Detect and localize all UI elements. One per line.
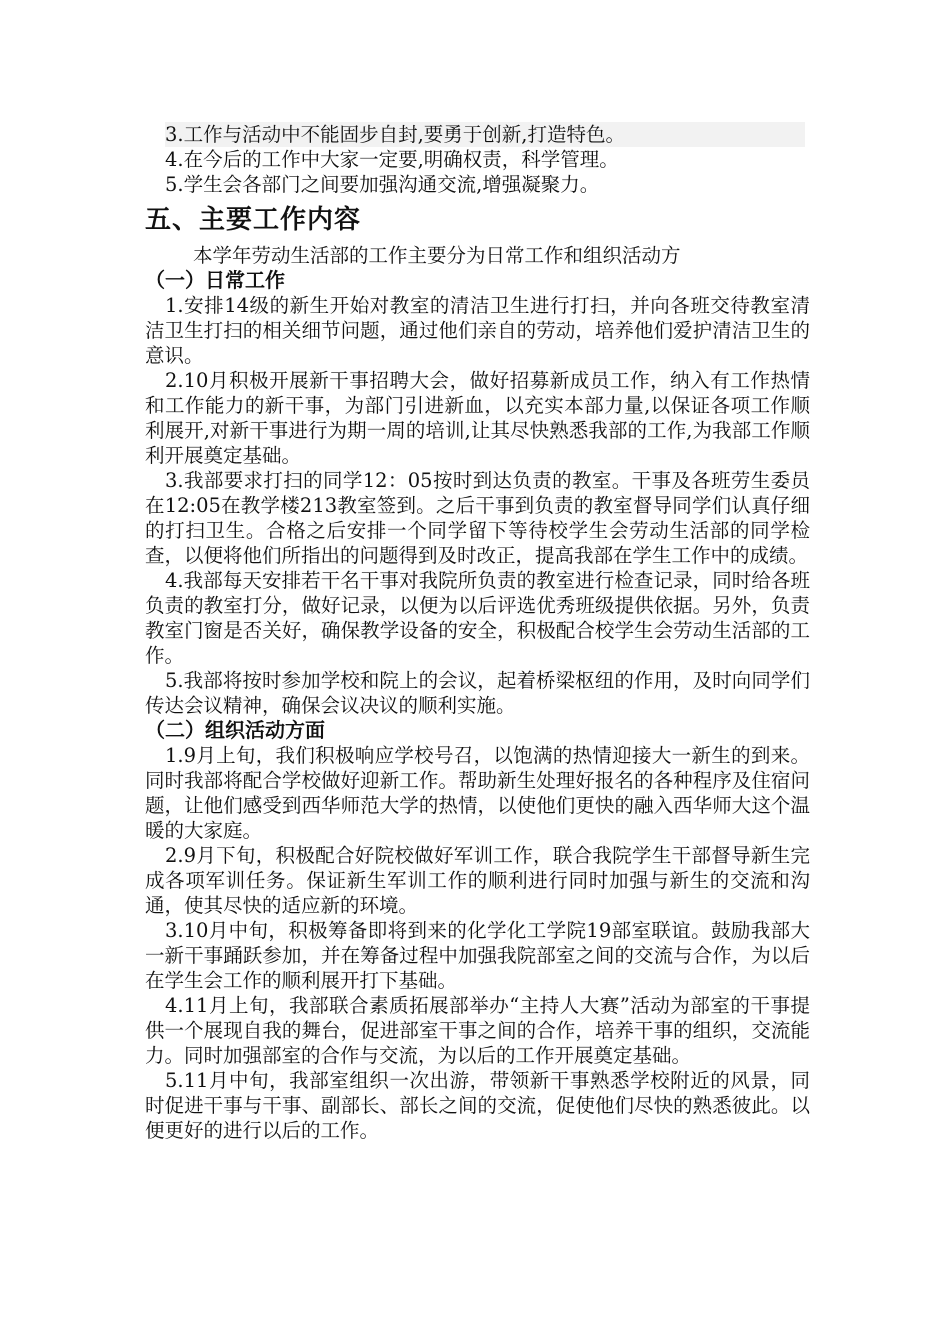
intro-item: 3.工作与活动中不能固步自封,要勇于创新,打造特色。 (165, 122, 805, 147)
daily-work-item: 4.我部每天安排若干名干事对我院所负责的教室进行检查记录，同时给各班负责的教室打分，做好记录，以便为以后评选优秀班级提供依据。另外，负责教室门窗是否关好，确保教学设备的安全，积极配合校学生会劳动生活部的工作。 (145, 569, 810, 667)
activity-item: 1.9月上旬，我们积极响应学校号召，以饱满的热情迎接大一新生的到来。同时我部将配合学校做好迎新工作。帮助新生处理好报名的各种程序及住宿问题，让他们感受到西华师范大学的热情，以使他们更快的融入西华师大这个温暖的大家庭。 (145, 744, 810, 842)
intro-item: 4.在今后的工作中大家一定要,明确权责，科学管理。 (165, 148, 619, 171)
daily-work-item: 5.我部将按时参加学校和院上的会议，起着桥梁枢纽的作用，及时向同学们传达会议精神，确保会议决议的顺利实施。 (145, 669, 810, 717)
intro-item: 5.学生会各部门之间要加强沟通交流,增强凝聚力。 (165, 173, 600, 196)
activity-item: 2.9月下旬，积极配合好院校做好军训工作，联合我院学生干部督导新生完成各项军训任务。保证新生军训工作的顺利进行同时加强与新生的交流和沟通，使其尽快的适应新的环境。 (145, 844, 810, 917)
activities-heading: （二）组织活动方面 (145, 718, 325, 742)
section-title: 五、主要工作内容 (145, 205, 362, 235)
activity-item: 4.11月上旬，我部联合素质拓展部举办“主持人大赛”活动为部室的干事提供一个展现自我的舞台，促进部室干事之间的合作，培养干事的组织，交流能力。同时加强部室的合作与交流，为以后的工作开展奠定基础。 (145, 994, 810, 1067)
daily-work-heading: （一）日常工作 (145, 268, 285, 292)
activity-item: 5.11月中旬，我部室组织一次出游，带领新干事熟悉学校附近的风景，同时促进干事与干事、副部长、部长之间的交流，促使他们尽快的熟悉彼此。以便更好的进行以后的工作。 (145, 1069, 810, 1142)
document-page (145, 122, 810, 1143)
activity-item: 3.10月中旬，积极筹备即将到来的化学化工学院19部室联谊。鼓励我部大一新干事踊跃参加，并在筹备过程中加强我院部室之间的交流与合作，为以后在学生会工作的顺利展开打下基础。 (145, 919, 810, 992)
daily-work-item: 1.安排14级的新生开始对教室的清洁卫生进行打扫，并向各班交待教室清洁卫生打扫的相关细节问题，通过他们亲自的劳动，培养他们爱护清洁卫生的意识。 (145, 294, 810, 367)
section-intro: 本学年劳动生活部的工作主要分为日常工作和组织活动方 (193, 244, 681, 267)
daily-work-item: 2.10月积极开展新干事招聘大会，做好招募新成员工作，纳入有工作热情和工作能力的新干事，为部门引进新血，以充实本部力量,以保证各项工作顺利展开,对新干事进行为期一周的培训,让其尽快熟悉我部的工作,为我部工作顺利开展奠定基础。 (145, 369, 810, 467)
daily-work-item: 3.我部要求打扫的同学12：05按时到达负责的教室。干事及各班劳生委员在12:05在教学楼213教室签到。之后干事到负责的教室督导同学们认真仔细的打扫卫生。合格之后安排一个同学留下等待校学生会劳动生活部的同学检查，以便将他们所指出的问题得到及时改正，提高我部在学生工作中的成绩。 (145, 469, 810, 567)
